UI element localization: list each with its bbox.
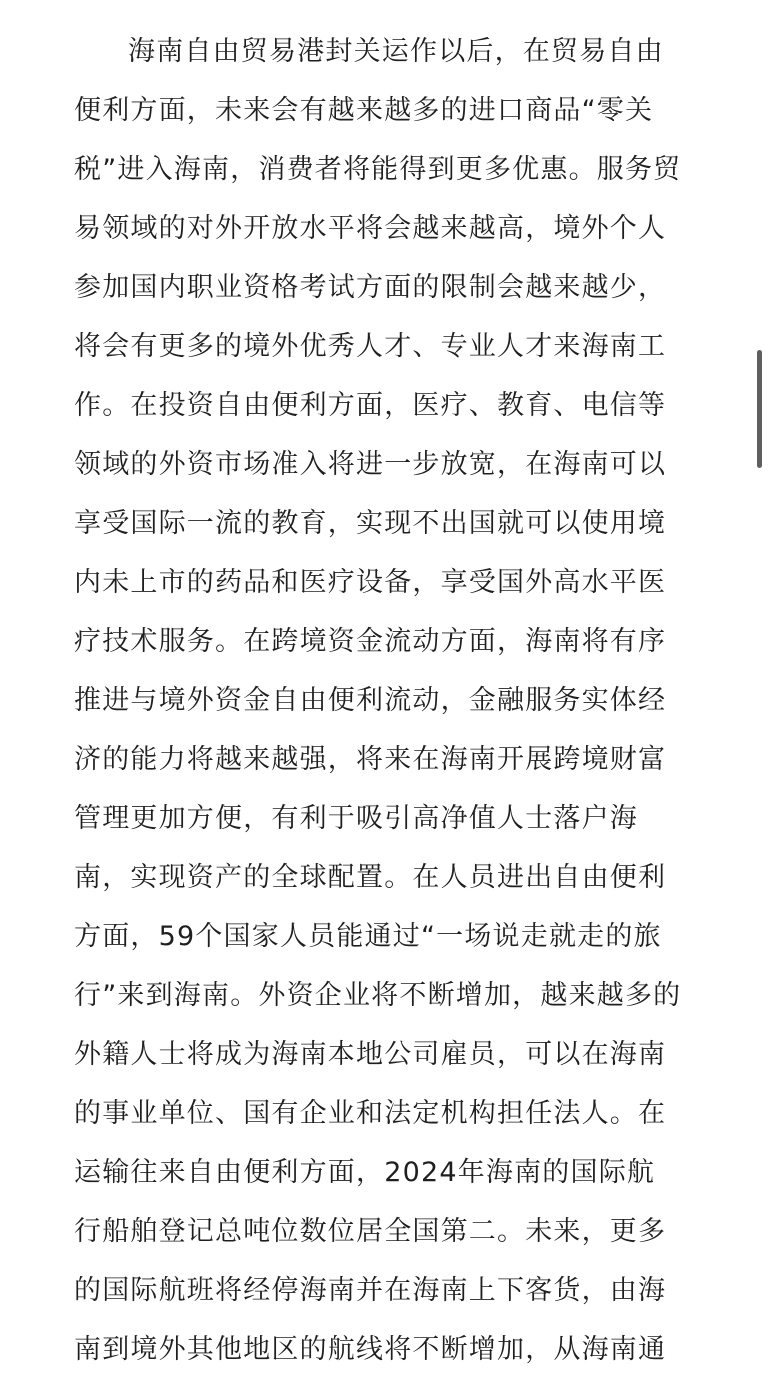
scrollbar-thumb[interactable] — [757, 350, 762, 468]
vertical-scrollbar[interactable] — [756, 0, 768, 1315]
article-line: 便利方面，未来会有越来越多的进口商品“零关 — [74, 95, 654, 126]
article-line: 南，实现资产的全球配置。在人员进出自由便利 — [74, 862, 667, 893]
article-line: 税”进入海南，消费者将能得到更多优惠。服务贸 — [74, 154, 682, 185]
article-line: 参加国内职业资格考试方面的限制会越来越少， — [74, 272, 667, 303]
article-line: 行船舶登记总吨位数位居全国第二。未来，更多 — [74, 1216, 667, 1247]
article-line: 外籍人士将成为海南本地公司雇员，可以在海南 — [74, 1039, 667, 1070]
article-line: 内未上市的药品和医疗设备，享受国外高水平医 — [74, 567, 667, 598]
article-line: 推进与境外资金自由便利流动，金融服务实体经 — [74, 685, 667, 716]
article-line: 运输往来自由便利方面，2024年海南的国际航 — [74, 1157, 656, 1188]
article-body — [0, 22, 768, 1379]
article-line: 济的能力将越来越强，将来在海南开展跨境财富 — [74, 744, 667, 775]
article-line: 易领域的对外开放水平将会越来越高，境外个人 — [74, 213, 667, 244]
article-line: 的国际航班将经停海南并在海南上下客货，由海 — [74, 1275, 667, 1306]
article-line: 作。在投资自由便利方面，医疗、教育、电信等 — [74, 390, 667, 421]
article-line: 享受国际一流的教育，实现不出国就可以使用境 — [74, 508, 667, 539]
article-line: 管理更加方便，有利于吸引高净值人士落户海 — [74, 803, 638, 834]
article-line: 方面，59个国家人员能通过“一场说走就走的旅 — [74, 921, 662, 952]
article-line: 南到境外其他地区的航线将不断增加，从海南通 — [74, 1334, 667, 1365]
article-line: 领域的外资市场准入将进一步放宽，在海南可以 — [74, 449, 667, 480]
article-line: 的事业单位、国有企业和法定机构担任法人。在 — [74, 1098, 667, 1129]
article-line: 将会有更多的境外优秀人才、专业人才来海南工 — [74, 331, 667, 362]
article-line: 疗技术服务。在跨境资金流动方面，海南将有序 — [74, 626, 667, 657]
article-line: 行”来到海南。外资企业将不断增加，越来越多的 — [74, 980, 682, 1011]
article-line: 海南自由贸易港封关运作以后，在贸易自由 — [128, 36, 664, 67]
